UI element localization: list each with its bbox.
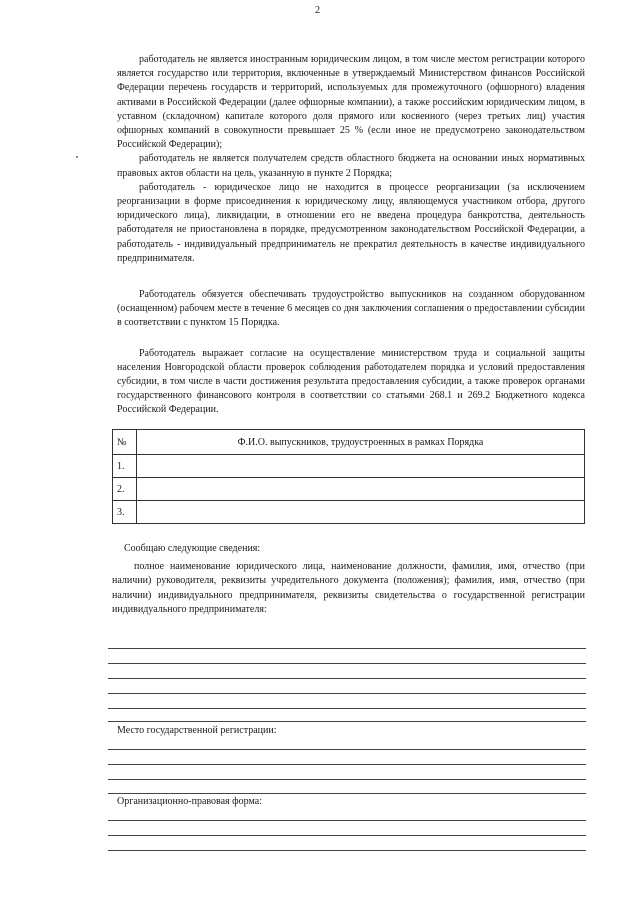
info-detail: полное наименование юридического лица, наименование должности, фамилия, имя, отчество (при наличии) руководителя, реквизиты учредительного документа (положения); фамилия, имя, отчество (при наличии) индивидуального предпринимателя, реквизиты свидетельства о государственной регистрации индивидуального предпринимателя: (112, 560, 585, 616)
fill-line[interactable] (108, 835, 586, 836)
paragraph-budget-funds: работодатель не является получателем средств областного бюджета на основании иных нормативных правовых актов области на цель, указанную в пункте 2 Порядка; (117, 153, 585, 179)
fill-line[interactable] (108, 820, 586, 821)
fill-line[interactable] (108, 749, 586, 750)
fill-line[interactable] (108, 708, 586, 709)
graduate-name-cell[interactable] (137, 501, 585, 524)
graduate-name-cell[interactable] (137, 455, 585, 478)
employer-info-block (112, 542, 585, 618)
paragraph-employment-obligation: Работодатель обязуется обеспечивать трудоустройство выпускников на созданном оборудованном (оснащенном) рабочем месте в течение 6 месяцев со дня заключения соглашения о предоставлении субсидии в соответствии с пунктом 15 Порядка. (117, 289, 585, 329)
graduate-name-cell[interactable] (137, 478, 585, 501)
fill-line[interactable] (108, 850, 586, 851)
registration-place-label: Место государственной регистрации: (117, 725, 277, 736)
fill-line[interactable] (108, 663, 586, 664)
row-number: 3. (113, 501, 137, 524)
info-lead: Сообщаю следующие сведения: (124, 543, 261, 554)
header-graduate-name: Ф.И.О. выпускников, трудоустроенных в рамках Порядка (137, 430, 585, 455)
eligibility-conditions (117, 53, 585, 418)
fill-line[interactable] (108, 678, 586, 679)
legal-form-label: Организационно-правовая форма: (117, 796, 262, 807)
fill-line[interactable] (108, 648, 586, 649)
header-number: № (113, 430, 137, 455)
paragraph-offshore: работодатель не является иностранным юридическим лицом, в том числе местом регистрации которого является государство или территория, включенные в утверждаемый Министерством финансов Российской Федерации перечень государств и территорий, используемых для промежуточного (офшорного) владения активами в Российской Федерации (далее офшорные компании), а также российским юридическим лицом, в уставном (складочном) капитале которого доля прямого или косвенного (через третьих лиц) участия офшорных компаний в совокупности превышает 25 % (если иное не предусмотрено законодательством Российской Федерации); (117, 54, 585, 151)
table-row (113, 455, 585, 478)
graduates-table (112, 429, 585, 524)
table-row (113, 501, 585, 524)
row-number: 2. (113, 478, 137, 501)
page-number: 2 (315, 5, 320, 16)
paragraph-inspection-consent: Работодатель выражает согласие на осуществление министерством труда и социальной защиты населения Новгородской области проверок соблюдения работодателем порядка и условий предоставления субсидии, в том числе в части достижения результата предоставления субсидии, а также проверок органами государственного финансового контроля в соответствии со статьями 268.1 и 269.2 Бюджетного кодекса Российской Федерации. (117, 347, 585, 416)
table-row (113, 478, 585, 501)
row-number: 1. (113, 455, 137, 478)
table-header-row (113, 430, 585, 455)
scan-speck (76, 156, 78, 158)
fill-line[interactable] (108, 721, 586, 722)
fill-line[interactable] (108, 764, 586, 765)
fill-line[interactable] (108, 779, 586, 780)
fill-line[interactable] (108, 693, 586, 694)
paragraph-reorganization: работодатель - юридическое лицо не находится в процессе реорганизации (за исключением реорганизации в форме присоединения к юридическому лицу, являющемуся участником отбора, другого юридического лица), ликвидации, в отношении его не введена процедура банкротства, деятельность работодателя не приостановлена в порядке, предусмотренном законодательством Российской Федерации, а работодатель - индивидуальный предприниматель не прекратил деятельность в качестве индивидуального предпринимателя. (117, 181, 585, 264)
fill-line[interactable] (108, 793, 586, 794)
